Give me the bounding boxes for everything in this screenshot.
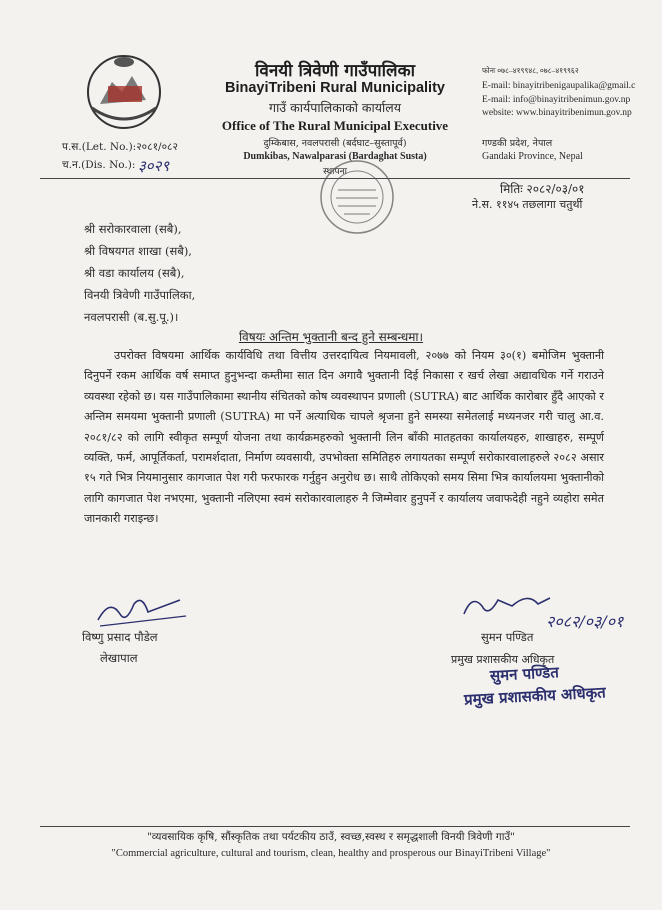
email-official: E-mail: info@binayitribenimun.gov.np: [482, 95, 631, 105]
motto-nepali: "व्यवसायिक कृषि, सौंस्कृतिक तथा पर्यटकीय ठाउँ, स्वच्छ,स्वस्थ र समृद्धशाली विनयी त्रिवेणी गाउँ": [146, 831, 516, 843]
recipient-line: विनयी त्रिवेणी गाउँपालिका,: [84, 288, 196, 302]
dispatch-number-label: च.न.(Dis. No.):: [62, 159, 136, 171]
letter-date: मितिः २०८२/०३/०१: [500, 182, 585, 196]
dispatch-number-handwritten: ३०२९: [138, 157, 170, 175]
office-name-english: Office of The Rural Municipal Executive: [221, 118, 449, 133]
body-paragraph: उपरोक्त विषयमा आर्थिक कार्यविधि तथा वित्तीय उत्तरदायित्व नियमावली, २०७७ को नियम ३०(१) बमोजिम भुक्तानी दिनुपर्ने रकम आर्थिक वर्ष समाप्त हुनुभन्दा कम्तीमा सात दिन अगावै भुक्तानी दिई निकासा र खर्च लेखा अद्यावधिक गर्ने गराउने व्यवस्था रहेको छ। यस गाउँपालिकामा स्थानीय संचितको कोष व्यवस्थापन प्रणाली (SUTRA) बाट आर्थिक कारोबार हुँदै आएको र अन्तिम समयमा भुक्तानी प्रणाली (SUTRA) मा पर्ने अत्याधिक चापले श्रृजना हुने समस्या समेतलाई मध्यनजर गरी चालु आ.व. २०८१/८२ को लागि स्वीकृत सम्पूर्ण योजना तथा कार्यक्रमहरुको भुक्तानी लिन बाँकी मातहतका कार्यालयहरु, शाखाहरु, सम्पूर्ण व्यक्ति, फर्म, आपूर्तिकर्ता, परामर्शदाता, निर्माण व्यवसायी, उपभोक्ता समितिहरु लगायतका सम्पूर्ण सरोकारवालाहरुले २०८२ असार १५ गते भित्र नियमानुसार कागजात पेश गरी फरफारक गर्नुहुन अनुरोध छ। साथै तोकिएको समय सिमा भित्र कार्यालयमा भुक्तानीको लागि कागजात पेश नभएमा, भुक्तानी नलिएमा स्वमं सरोकारवालाहरु नै जिम्मेवार हुनुपर्ने र कार्यालय जवाफदेही नहुने व्यहोरा समेत जानकारी गराइन्छ।: [84, 349, 604, 526]
name-stamp-line2: प्रमुख प्रशासकीय अधिकृत: [463, 683, 607, 709]
recipient-line: श्री विषयगत शाखा (सबै),: [84, 244, 192, 258]
subject-line: [0, 328, 662, 345]
recipient-line: श्री वडा कार्यालय (सबै),: [84, 266, 185, 280]
handwritten-sign-date: २०८२/०३/०१: [546, 612, 624, 631]
subject-text: विषयः अन्तिम भुक्तानी बन्द हुने सम्बन्धमा।: [238, 330, 424, 344]
nepal-emblem-icon: [82, 48, 166, 132]
website: website: www.binayitribenimun.gov.np: [482, 108, 632, 118]
office-name-nepali: गाउँ कार्यपालिकाको कार्यालय: [269, 100, 401, 115]
cao-name: सुमन पण्डित: [481, 630, 534, 644]
accountant-signature: [90, 590, 190, 630]
accountant-name: विष्णु प्रसाद पौडेल: [82, 630, 158, 644]
cao-role: प्रमुख प्रशासकीय अधिकृत: [451, 653, 555, 666]
accountant-role: लेखापाल: [100, 651, 138, 665]
nepal-sambat-date: ने.स. ११४५ तछलागा चतुर्थी: [472, 198, 583, 211]
email-gmail: E-mail: binayitribenigaupalika@gmail.c: [482, 81, 636, 91]
phone-numbers: फोनः ०७८–४१९९४८, ०७८–४१९९६२: [482, 66, 579, 75]
municipality-name-nepali: विनयी त्रिवेणी गाउँपालिका: [254, 61, 416, 81]
municipality-name-english: BinayiTribeni Rural Municipality: [225, 80, 445, 96]
letter-number: प.स.(Let. No.):२०८१/०८२: [62, 141, 178, 153]
address-english: Dumkibas, Nawalparasi (Bardaghat Susta): [243, 151, 427, 162]
footer-divider: [40, 826, 630, 827]
name-stamp-line1: सुमन पण्डित: [489, 663, 560, 685]
recipient-line: श्री सरोकारवाला (सबै),: [84, 222, 182, 236]
address-nepali: दुम्किबास, नवलपरासी (बर्दघाट–सुस्तापूर्व): [263, 138, 407, 149]
province-english: Gandaki Province, Nepal: [482, 151, 583, 162]
established-label: स्थापना: [323, 167, 347, 177]
recipient-line: नवलपरासी (ब.सु.पू.)।: [84, 310, 179, 324]
motto-english: "Commercial agriculture, cultural and tourism, clean, healthy and prosperous our BinayiTribeni Village": [111, 848, 551, 859]
province-nepali: गण्डकी प्रदेश, नेपाल: [482, 138, 553, 149]
office-seal-stamp: [316, 156, 398, 238]
